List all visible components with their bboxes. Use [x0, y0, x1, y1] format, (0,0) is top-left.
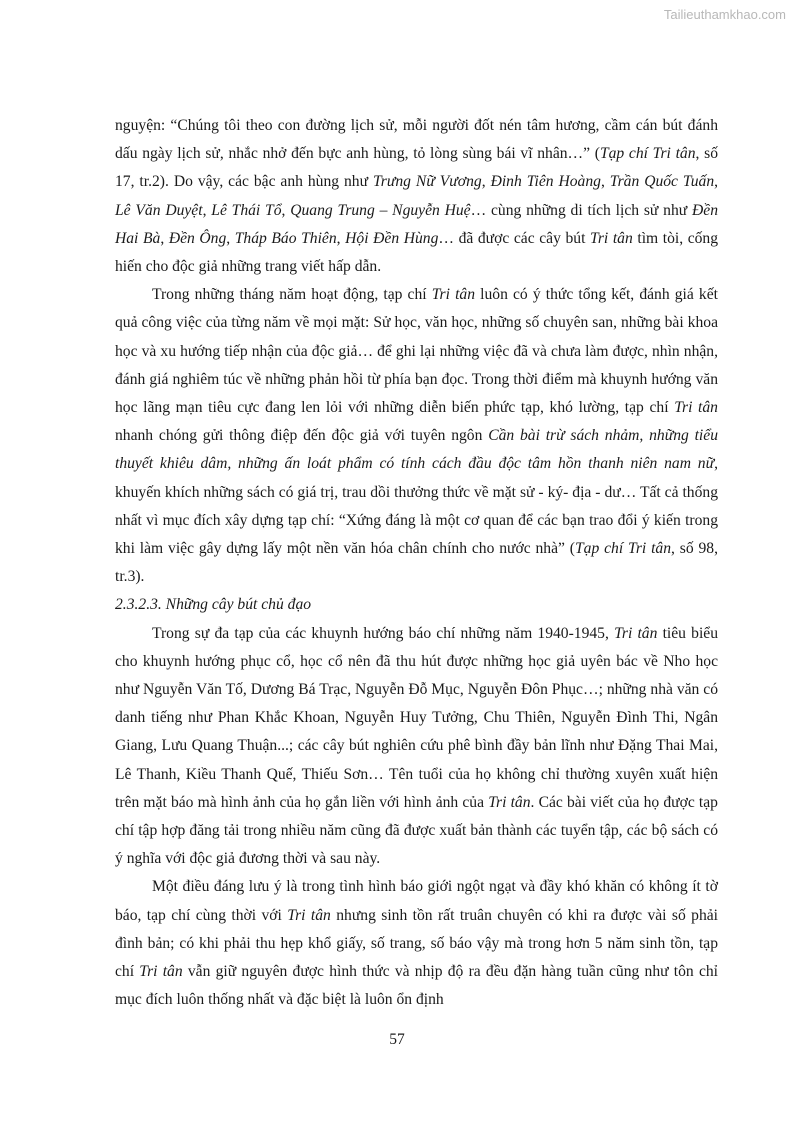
italic-run: Trần Quốc Tuấn: [609, 173, 715, 191]
italic-run: Đinh Tiên Hoàng: [490, 173, 601, 191]
italic-run: Tháp Báo Thiên: [234, 229, 337, 247]
text-run: tìm tòi, cống hiến cho độc giả những trang viết hấp dẫn.: [115, 229, 719, 276]
italic-run: Đền Ông: [168, 229, 227, 247]
italic-run: Hội Đền Hùng: [345, 229, 439, 247]
watermark: Tailieuthamkhao.com: [663, 7, 786, 22]
text-run: ,: [202, 201, 212, 219]
text-run: nhanh chóng gửi thông điệp đến độc giả với tuyên ngôn: [115, 427, 489, 445]
italic-run: Đền Hai Bà: [115, 201, 719, 247]
italic-run: Quang Trung – Nguyễn Huệ: [290, 201, 471, 219]
text-run: ,: [281, 201, 291, 219]
text-run: Một điều đáng lưu ý là trong tình hình báo giới ngột ngạt và đầy khó khăn có không ít tờ báo, tạp chí cùng thời với: [115, 878, 718, 924]
paragraph-2: [115, 281, 718, 591]
italic-run: Tri tân: [590, 229, 633, 247]
page-number: 57: [389, 1031, 405, 1048]
italic-run: Tri tân: [139, 963, 183, 981]
text-run: ,: [226, 229, 235, 247]
text-run: Trong những tháng năm hoạt động, tạp chí: [152, 286, 432, 304]
text-run: … đã được các cây bút: [438, 229, 591, 247]
italic-run: Tri tân: [614, 624, 658, 642]
text-run: Trong sự đa tạp của các khuynh hướng báo chí những năm 1940-1945,: [152, 624, 615, 642]
page-body: [115, 112, 718, 1015]
text-run: ,: [160, 229, 169, 247]
italic-run: Cần bài trừ sách nhảm, những tiểu thuyết khiêu dâm, những ấn loát phẩm có tính cách đầu độc tâm hồn thanh niên nam nữ: [115, 427, 718, 473]
italic-run: Lê Thái Tổ: [211, 201, 282, 219]
text-run: nhưng sinh tồn rất truân chuyên có khi ra được vài số phải đình bản; có khi phải thu hẹp khổ giấy, số trang, số báo vậy mà trong hơn 5 năm sinh tồn, tạp chí: [115, 906, 718, 981]
italic-run: Tạp chí Tri tân: [574, 540, 672, 558]
text-run: tiêu biểu cho khuynh hướng phục cổ, học cổ nên đã thu hút được những học giả uyên bác về Nho học như Nguyễn Văn Tố, Dương Bá Trạc, Nguyễn Đỗ Mục, Nguyễn Đôn Phục…; những nhà văn có danh tiếng như Phan Khắc Khoan, Nguyễn Huy Tưởng, Chu Thiên, Nguyễn Đình Thi, Ngân Giang, Lưu Quang Thuận...; các cây bút nghiên cứu phê bình đầy bản lĩnh như Đặng Thai Mai, Lê Thanh, Kiều Thanh Quế, Thiếu Sơn… Tên tuổi của họ không chỉ thường xuyên xuất hiện trên mặt báo mà hình ảnh của họ gắn liền với hình ảnh của: [115, 624, 718, 811]
text-run: . Các bài viết của họ được tạp chí tập hợp đăng tải trong nhiều năm cũng đã được xuất bản thành các tuyển tập, các bộ sách có ý nghĩa với độc giả đương thời và sau này.: [115, 793, 718, 868]
italic-run: Tạp chí Tri tân: [599, 145, 696, 163]
paragraph-4: [115, 873, 718, 1014]
italic-run: Tri tân: [287, 906, 331, 924]
italic-run: Tri tân: [431, 286, 476, 304]
text-run: ,: [600, 173, 610, 191]
text-run: , số 98, tr.3).: [115, 540, 718, 586]
text-run: … cùng những di tích lịch sử như: [470, 201, 693, 219]
text-run: luôn có ý thức tổng kết, đánh giá kết quả công việc của từng năm về mọi mặt: Sử học, văn học, những số chuyên san, những bài khoa học và xu hướng tiếp nhận của độc giả… để ghi lại những việc đã và chưa làm được, nhìn nhận, đánh giá nghiêm túc về những phản hồi từ phía bạn đọc. Trong thời điểm mà khuynh hướng văn học lãng mạn tiêu cực đang len lỏi với những diễn biến phức tạp, khó lường, tạp chí: [115, 286, 718, 417]
text-run: , khuyến khích những sách có giá trị, trau dồi thưởng thức về mặt sử - ký- địa - dư… Tất cả thống nhất vì mục đích xây dựng tạp chí: “Xứng đáng là một cơ quan để các bạn trao đổi ý kiến trong khi làm việc gây dựng lấy một nền văn hóa chân chính cho nước nhà” (: [115, 455, 718, 558]
paragraph-3: [115, 620, 718, 874]
paragraph-1: [115, 112, 718, 281]
italic-run: Lê Văn Duyệt: [115, 201, 203, 219]
text-run: , số 17, tr.2). Do vậy, các bậc anh hùng như: [115, 145, 718, 191]
italic-run: Trưng Nữ Vương: [373, 173, 482, 191]
text-run: ,: [481, 173, 491, 191]
text-run: vẫn giữ nguyên được hình thức và nhịp độ ra đều đặn hàng tuần cũng như tôn chỉ mục đích luôn thống nhất và đặc biệt là luôn ổn định: [115, 963, 718, 1009]
text-run: ,: [336, 229, 346, 247]
italic-run: Tri tân: [674, 399, 718, 417]
italic-run: Tri tân: [488, 793, 531, 811]
text-run: nguyện: “Chúng tôi theo con đường lịch sử, mỗi người đốt nén tâm hương, cầm cán bút đánh dấu ngày lịch sử, nhắc nhở đến bực anh hùng, tỏ lòng sùng bái vĩ nhân…” (: [115, 117, 718, 163]
text-run: ,: [714, 173, 719, 191]
section-heading: 2.3.2.3. Những cây bút chủ đạo: [115, 596, 312, 614]
